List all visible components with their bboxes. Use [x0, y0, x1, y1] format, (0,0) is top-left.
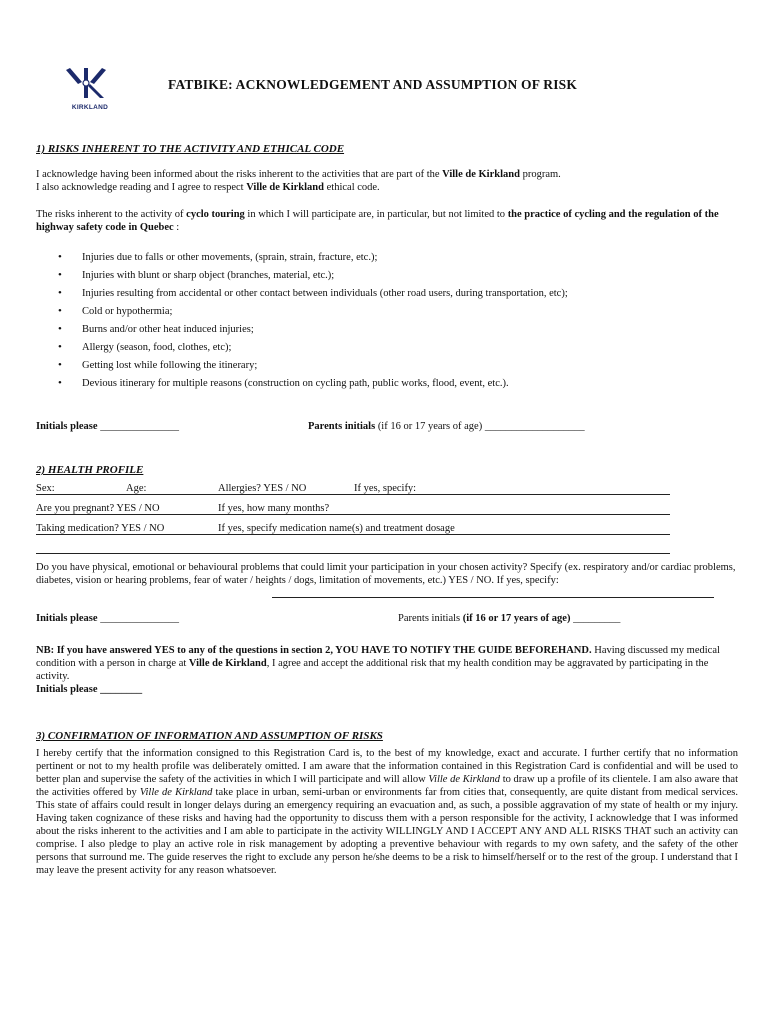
list-item: • Cold or hypothermia; — [58, 305, 738, 323]
list-item: • Injuries resulting from accidental or other contact between individuals (other road users, during transportation, etc); — [58, 287, 738, 305]
page-title: FATBIKE: ACKNOWLEDGEMENT AND ASSUMPTION OF RISK — [168, 77, 578, 92]
section1-para1: I acknowledge having been informed about the risks inherent to the activities that are part of the Ville de Kirkland program. I also acknowledge reading and I agree to respect Ville de Kirkland ethical code. — [36, 169, 561, 193]
list-item: • Devious itinerary for multiple reasons (construction on cycling path, public works, flood, event, etc.). — [58, 377, 738, 395]
list-item: • Injuries with blunt or sharp object (branches, material, etc.); — [58, 269, 738, 287]
nb-notice: NB: If you have answered YES to any of the questions in section 2, YOU HAVE TO NOTIFY THE GUIDE BEFOREHAND. Having discussed my medical condition with a person in charge at Ville de Kirkland, I agree and accept the additional risk that my health condition may be aggravated by participating in the activity. — [36, 645, 720, 682]
section3-heading: 3) CONFIRMATION OF INFORMATION AND ASSUMPTION OF RISKS — [36, 730, 383, 742]
allergies-label: Allergies? YES / NO — [218, 483, 307, 494]
medication-line[interactable] — [36, 534, 670, 535]
pregnant-label: Are you pregnant? YES / NO — [36, 503, 160, 514]
logo-text: KIRKLAND — [71, 104, 109, 111]
section1-heading: 1) RISKS INHERENT TO THE ACTIVITY AND ETHICAL CODE — [36, 143, 345, 155]
list-item: • Allergy (season, food, clothes, etc); — [58, 341, 738, 359]
pregnant-months-label: If yes, how many months? — [218, 503, 330, 514]
sex-age-allergies-line[interactable] — [36, 494, 670, 495]
list-item: • Burns and/or other heat induced injuries; — [58, 323, 738, 341]
medication-specify-label: If yes, specify medication name(s) and treatment dosage — [218, 523, 455, 534]
kirkland-logo — [60, 64, 120, 112]
risk-list — [58, 251, 738, 395]
nb-initials[interactable]: Initials please ________ — [36, 684, 143, 695]
section3-text: I hereby certify that the information consigned to this Registration Card is, to the best of my knowledge, exact and accurate. I further certify that no information pertinent or not to my health profile was deliberately omitted. I am aware that the information contained in this Registration Card is confidential and will be used to better plan and supervise the safety of the activities in which I will participate and will allow Ville de Kirkland to draw up a profile of its clientele. I am also aware that the activities offered by Ville de Kirkland take place in urban, semi-urban or environments far from cities that, consequently, are quite distant from medical services. This state of affairs could result in longer delays during an emergency requiring an evacuation and, as such, a possible aggravation of my state of health or my injury. Having taken cognizance of these risks and having had the opportunity to discuss them with a person responsible for the activity, I acknowledge that I was informed about the risks inherent to the activities and I am able to participate in the activity WILLINGLY AND I ACCEPT ANY AND ALL RISKS THAT such an activity can comprise. I also pledge to play an active role in risk management by adopting a preventive behaviour with regards to my own safety, and the safety of the other persons that surround me. The guide reserves the right to exclude any person he/she deems to be a risk to himself/herself or to the rest of the group. I understand that I may leave the present activity for any reason whatsoever. — [36, 748, 738, 876]
section1-para2: The risks inherent to the activity of cyclo touring in which I will participate are, in particular, but not limited to the practice of cycling and the regulation of the highway safety code in Quebec : — [36, 209, 719, 233]
allergies-specify-label: If yes, specify: — [354, 483, 417, 494]
problems-question: Do you have physical, emotional or behavioural problems that could limit your participation in your chosen activity? Specify (ex. respiratory and/or cardiac problems, diabetes, vision or hearing problems, fear of water / heights / dogs, limitation of movements, etc.) YES / NO. If yes, specify: — [36, 562, 736, 586]
section1-parents-initials[interactable]: Parents initials (if 16 or 17 years of age) ___________________ — [308, 421, 585, 432]
medication-line-2[interactable] — [36, 553, 670, 554]
age-label: Age: — [126, 483, 147, 494]
list-item: • Injuries due to falls or other movements, (sprain, strain, fracture, etc.); — [58, 251, 738, 269]
kirkland-logo-icon — [60, 64, 120, 102]
section2-parents-initials[interactable]: Parents initials (if 16 or 17 years of age) _________ — [398, 613, 621, 624]
pregnant-line[interactable] — [36, 514, 670, 515]
sex-label: Sex: — [36, 483, 55, 494]
list-item: • Getting lost while following the itinerary; — [58, 359, 738, 377]
section2-initials[interactable]: Initials please _______________ — [36, 613, 179, 624]
medication-label: Taking medication? YES / NO — [36, 523, 165, 534]
section2-heading: 2) HEALTH PROFILE — [36, 464, 144, 476]
problems-specify-line[interactable] — [272, 597, 714, 598]
section1-initials[interactable]: Initials please _______________ — [36, 421, 179, 432]
